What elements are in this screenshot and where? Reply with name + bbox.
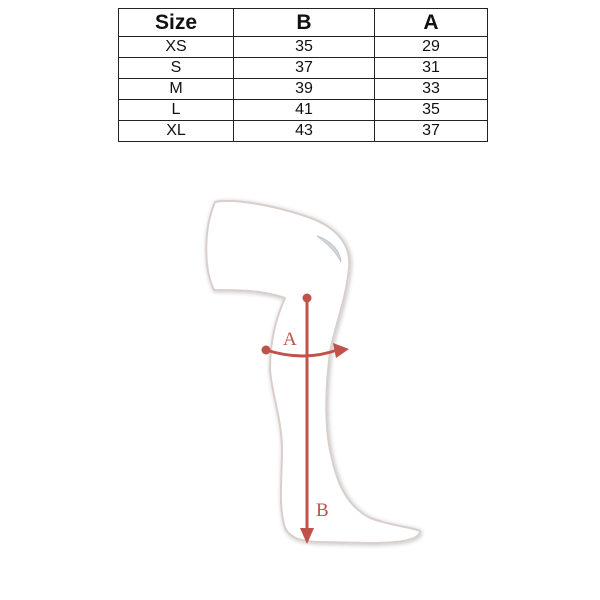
cell-size: M (119, 79, 234, 100)
measure-b-start-dot (303, 294, 312, 303)
label-a: A (283, 329, 297, 350)
cell-b: 43 (234, 121, 375, 142)
cell-a: 35 (375, 100, 488, 121)
cell-size: XS (119, 37, 234, 58)
cell-a: 29 (375, 37, 488, 58)
measure-a-start-dot (262, 346, 271, 355)
cell-b: 39 (234, 79, 375, 100)
header-size: Size (119, 9, 234, 37)
arrow-right-icon (333, 343, 349, 358)
cell-b: 35 (234, 37, 375, 58)
cell-a: 37 (375, 121, 488, 142)
cell-b: 41 (234, 100, 375, 121)
cell-a: 31 (375, 58, 488, 79)
cell-size: XL (119, 121, 234, 142)
cell-size: L (119, 100, 234, 121)
cell-b: 37 (234, 58, 375, 79)
cell-size: S (119, 58, 234, 79)
cell-a: 33 (375, 79, 488, 100)
leg-outline (206, 201, 420, 543)
header-a: A (375, 9, 488, 37)
label-b: B (316, 500, 329, 521)
header-b: B (234, 9, 375, 37)
